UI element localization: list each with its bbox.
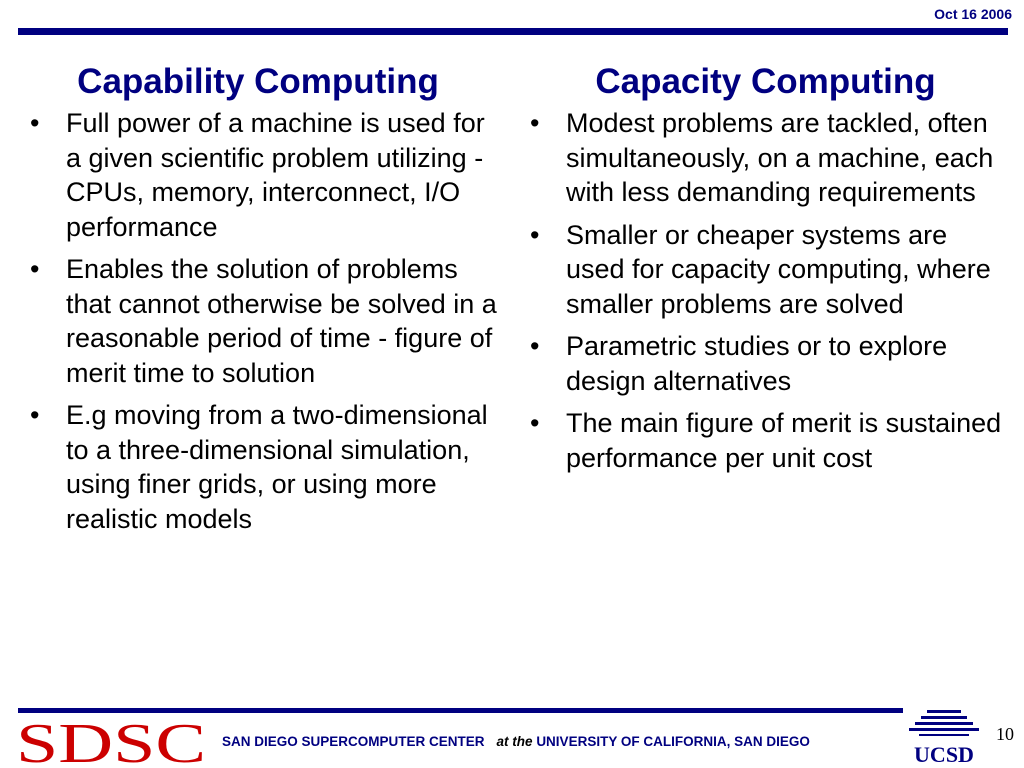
- bullet-text: Modest problems are tackled, often simultaneously, on a machine, each with less demanding requirements: [566, 108, 994, 207]
- ucsd-logo-text: UCSD: [914, 742, 974, 766]
- sdsc-logo-text: SDSC: [16, 714, 206, 766]
- capacity-bullet-list: [518, 106, 1013, 475]
- bullet-text: Smaller or cheaper systems are used for capacity computing, where smaller problems are solved: [566, 219, 991, 319]
- sdsc-logo: [14, 714, 210, 766]
- page-number: 10: [996, 724, 1014, 744]
- slide-date: Oct 16 2006: [934, 6, 1012, 22]
- bullet-item: [518, 218, 1013, 322]
- bullet-text: E.g moving from a two-dimensional to a three-dimensional simulation, using finer grids, or using more realistic models: [66, 400, 488, 534]
- top-divider: [18, 28, 1008, 35]
- capacity-column: [518, 62, 1013, 483]
- bullet-item: [18, 398, 498, 536]
- ucsd-logo: [905, 708, 983, 766]
- at-the-label: at the: [496, 734, 533, 749]
- bullet-text: Parametric studies or to explore design alternatives: [566, 331, 948, 396]
- capability-title: Capability Computing: [77, 62, 439, 101]
- bullet-icon: •: [530, 108, 540, 138]
- capability-column: [18, 62, 498, 544]
- footer-institution: [222, 734, 810, 749]
- bullet-icon: •: [30, 108, 40, 138]
- bullet-item: [518, 106, 1013, 210]
- bullet-text: Enables the solution of problems that cannot otherwise be solved in a reasonable period of time - figure of merit time to solution: [66, 254, 497, 388]
- bullet-item: [18, 106, 498, 244]
- bullet-item: [518, 406, 1013, 475]
- bottom-divider: [18, 708, 903, 713]
- bullet-icon: •: [530, 331, 540, 361]
- bullet-icon: •: [30, 254, 40, 284]
- capacity-title: Capacity Computing: [595, 62, 936, 101]
- center-name: SAN DIEGO SUPERCOMPUTER CENTER: [222, 734, 485, 749]
- capability-bullet-list: [18, 106, 498, 536]
- bullet-icon: •: [530, 408, 540, 438]
- bullet-item: [518, 329, 1013, 398]
- ucsd-emblem-icon: [909, 710, 979, 736]
- university-name: UNIVERSITY OF CALIFORNIA, SAN DIEGO: [536, 734, 810, 749]
- bullet-icon: •: [530, 219, 540, 250]
- bullet-text: The main figure of merit is sustained performance per unit cost: [566, 408, 1002, 473]
- bullet-icon: •: [30, 400, 40, 430]
- bullet-text: Full power of a machine is used for a given scientific problem utilizing - CPUs, memory, interconnect, I/O performance: [66, 108, 485, 242]
- bullet-item: [18, 252, 498, 390]
